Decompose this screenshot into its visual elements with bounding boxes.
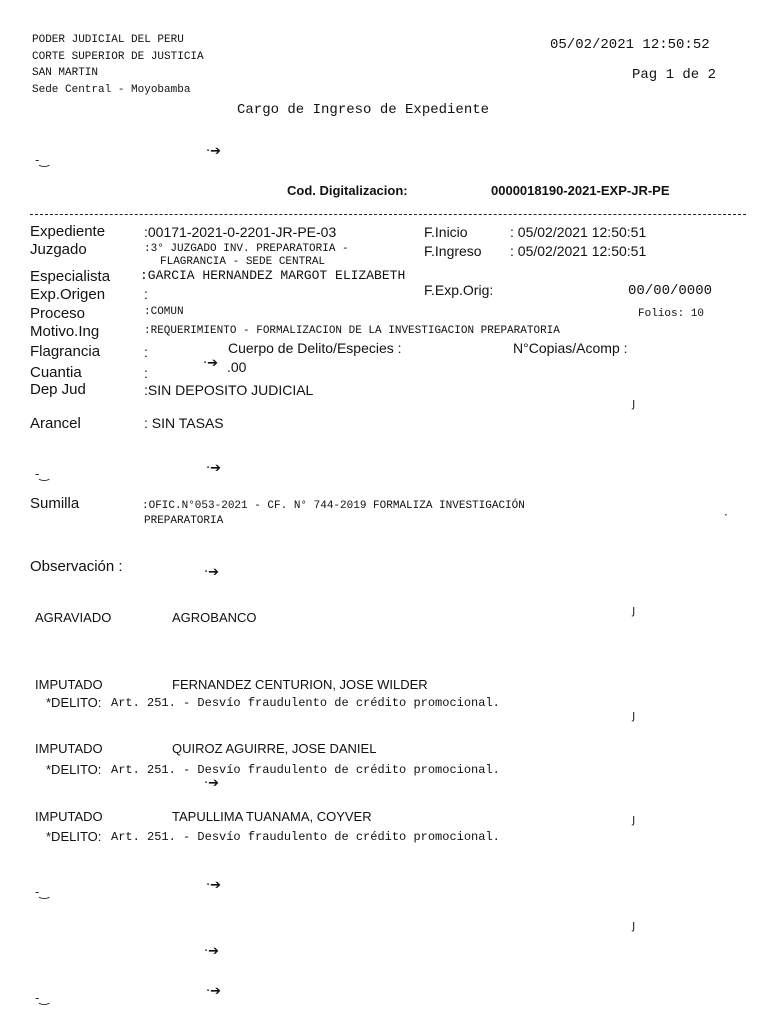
proceso-label: Proceso (30, 305, 86, 322)
scan-mark: ·➔ (206, 461, 222, 476)
scan-mark: ȷ (632, 918, 636, 932)
sumilla-label: Sumilla (30, 495, 80, 512)
print-datetime: 05/02/2021 12:50:52 (550, 37, 710, 53)
especialista-label: Especialista (30, 268, 111, 285)
copias-label: N°Copias/Acomp : (513, 340, 628, 356)
scan-mark: ȷ (632, 396, 636, 410)
dep-jud-value: :SIN DEPOSITO JUDICIAL (144, 382, 314, 398)
org-line-4: Sede Central - Moyobamba (32, 84, 191, 96)
expediente-label: Expediente (30, 223, 106, 240)
scan-mark: ·➔ (204, 776, 220, 791)
scan-mark: · (724, 508, 728, 522)
motivo-label: Motivo.Ing (30, 323, 100, 340)
imputado-label: IMPUTADO (35, 677, 103, 692)
imputado-name: QUIROZ AGUIRRE, JOSE DANIEL (172, 741, 377, 756)
motivo-value: :REQUERIMIENTO - FORMALIZACION DE LA INVESTIGACION PREPARATORIA (144, 325, 560, 337)
f-ingreso-label: F.Ingreso (424, 243, 482, 259)
cuantia-colon: : (144, 365, 148, 381)
delito-text: Art. 251. - Desvío fraudulento de crédito promocional. (111, 763, 500, 777)
sumilla-value-continued: PREPARATORIA (144, 515, 224, 527)
exp-origen-value: : (144, 286, 148, 302)
delito-label: *DELITO: (46, 829, 102, 844)
imputado-name: FERNANDEZ CENTURION, JOSE WILDER (172, 677, 428, 692)
scan-mark: ȷ (632, 708, 636, 722)
imputado-label: IMPUTADO (35, 809, 103, 824)
org-line-3: SAN MARTIN (32, 67, 99, 79)
scan-mark: ·➔ (204, 944, 220, 959)
scan-mark: ·➔ (206, 878, 222, 893)
delito-label: *DELITO: (46, 762, 102, 777)
org-line-2: CORTE SUPERIOR DE JUSTICIA (32, 51, 204, 63)
delito-text: Art. 251. - Desvío fraudulento de crédito promocional. (111, 696, 500, 710)
arancel-value: : SIN TASAS (144, 415, 224, 431)
sumilla-value: :OFIC.N°053-2021 - CF. N° 744-2019 FORMALIZA INVESTIGACIÓN (142, 500, 525, 512)
agraviado-value: AGROBANCO (172, 610, 257, 625)
observacion-label: Observación : (30, 558, 123, 575)
imputado-label: IMPUTADO (35, 741, 103, 756)
org-line-1: PODER JUDICIAL DEL PERU (32, 34, 184, 46)
juzgado-value-continued: FLAGRANCIA - SEDE CENTRAL (160, 256, 326, 268)
scan-mark: ȷ (632, 812, 636, 826)
f-inicio-value: : 05/02/2021 12:50:51 (510, 224, 647, 240)
dep-jud-label: Dep Jud (30, 381, 86, 398)
juzgado-value: :3° JUZGADO INV. PREPARATORIA - (144, 243, 349, 255)
delito-text: Art. 251. - Desvío fraudulento de crédito promocional. (111, 830, 500, 844)
cuerpo-delito-label: Cuerpo de Delito/Especies : (228, 340, 402, 356)
juzgado-label: Juzgado (30, 241, 87, 258)
delito-label: *DELITO: (46, 695, 102, 710)
imputado-name: TAPULLIMA TUANAMA, COYVER (172, 809, 372, 824)
document-title: Cargo de Ingreso de Expediente (237, 102, 490, 118)
f-exp-orig-value: 00/00/0000 (628, 283, 713, 299)
scan-mark: ·➔ (206, 984, 222, 999)
digitalizacion-code: 0000018190-2021-EXP-JR-PE (491, 183, 670, 198)
flagrancia-label: Flagrancia (30, 343, 101, 360)
scan-mark: -‿ (35, 467, 49, 481)
exp-origen-label: Exp.Origen (30, 286, 106, 303)
separator-line (30, 214, 746, 215)
f-ingreso-value: : 05/02/2021 12:50:51 (510, 243, 647, 259)
f-exp-orig-label: F.Exp.Orig: (424, 282, 494, 298)
cuantia-value: .00 (227, 359, 247, 375)
cuantia-label: Cuantia (30, 364, 82, 381)
agraviado-label: AGRAVIADO (35, 610, 112, 625)
scan-mark: ·➔ (203, 356, 219, 371)
scan-mark: ȷ (632, 603, 636, 617)
arancel-label: Arancel (30, 415, 81, 432)
page-number: Pag 1 de 2 (632, 67, 717, 83)
especialista-value: :GARCIA HERNANDEZ MARGOT ELIZABETH (140, 268, 406, 283)
scan-mark: ·➔ (206, 144, 222, 159)
scan-mark: ·➔ (204, 565, 220, 580)
scan-mark: -‿ (35, 885, 49, 899)
f-inicio-label: F.Inicio (424, 224, 468, 240)
scan-mark: -‿ (35, 991, 49, 1005)
proceso-value: :COMUN (144, 306, 184, 318)
expediente-value: :00171-2021-0-2201-JR-PE-03 (144, 224, 337, 240)
digitalizacion-label: Cod. Digitalizacion: (287, 183, 408, 198)
folios: Folios: 10 (638, 308, 705, 320)
scan-mark: -‿ (35, 153, 49, 167)
flagrancia-value: : (144, 344, 148, 360)
